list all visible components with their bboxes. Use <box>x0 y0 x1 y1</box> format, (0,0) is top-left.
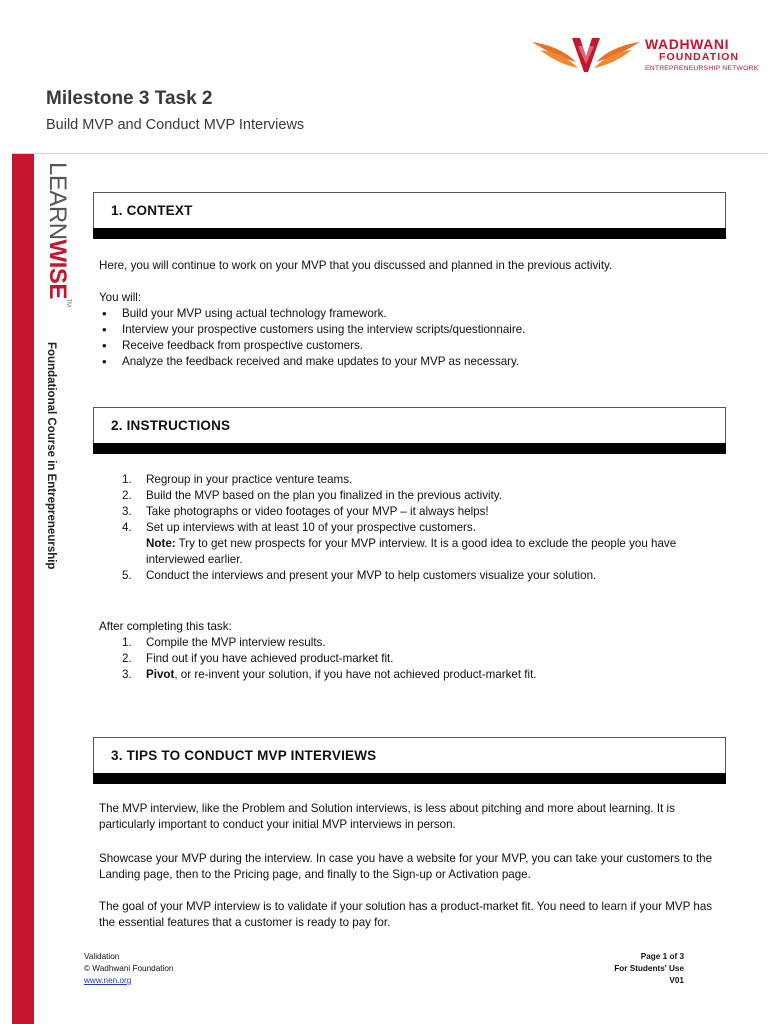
learnwise-logo <box>43 162 71 332</box>
list-item: • Analyze the feedback received and make updates to your MVP as necessary. <box>100 354 525 370</box>
instructions-steps <box>100 472 720 584</box>
step-number: 5. <box>122 569 132 582</box>
step-text: Compile the MVP interview results. <box>146 636 326 649</box>
page-subtitle: Build MVP and Conduct MVP Interviews <box>46 117 305 133</box>
list-item <box>100 667 720 683</box>
header-divider <box>12 153 768 154</box>
step-number: 4. <box>122 521 132 534</box>
list-item: • Receive feedback from prospective customers. <box>100 338 525 354</box>
course-caption: Foundational Course in Entrepreneurship <box>45 342 57 570</box>
tips-paragraph: The goal of your MVP interview is to validate if your solution has a product-market fit. You need to learn if your MVP has the essential features that a customer is ready to pay for. <box>99 900 713 929</box>
tips-paragraph: The MVP interview, like the Problem and Solution interviews, is less about pitching and more about learning. It is particularly important to conduct your initial MVP interviews in person. <box>99 802 675 831</box>
brand-name: WADHWANI <box>645 36 730 52</box>
footer-right <box>614 951 684 987</box>
note-label: Note: <box>146 537 176 550</box>
wadhwani-wings-logo-icon <box>530 34 642 74</box>
tips-title-box <box>93 737 726 774</box>
step-text: Build the MVP based on the plan you finalized in the previous activity. <box>146 489 502 502</box>
list-item: • Build your MVP using actual technology framework. <box>100 306 525 322</box>
wise-text: WISE <box>44 239 71 299</box>
wadhwani-logo <box>530 34 762 78</box>
after-task-steps <box>100 635 720 683</box>
pivot-term: Pivot <box>146 668 175 681</box>
step-number: 2. <box>122 489 132 502</box>
step-number: 3. <box>122 668 132 681</box>
footer-module: Validation <box>84 952 120 961</box>
step-text: , or re-invent your solution, if you have not achieved product-market fit. <box>174 668 537 681</box>
version-label: V01 <box>669 976 684 985</box>
learnwise-wordmark <box>43 162 71 307</box>
page-title: Milestone 3 Task 2 <box>46 88 213 109</box>
list-item <box>100 635 720 651</box>
step-text: Conduct the interviews and present your MVP to help customers visualize your solution. <box>146 569 597 582</box>
context-title-box <box>93 192 726 229</box>
list-item <box>100 520 720 568</box>
tips-title: 3. TIPS TO CONDUCT MVP INTERVIEWS <box>111 748 377 763</box>
note-text: Try to get new prospects for your MVP interview. It is a good idea to exclude the people you have interviewed earlier. <box>146 537 677 566</box>
brand-network: ENTREPRENEURSHIP NETWORK <box>645 65 759 72</box>
learn-text: LEARN <box>44 162 71 240</box>
step-number: 3. <box>122 505 132 518</box>
context-intro: Here, you will continue to work on your MVP that you discussed and planned in the previous activity. <box>99 259 613 272</box>
tips-paragraph: Showcase your MVP during the interview. In case you have a website for your MVP, you can take your customers to the Landing page, then to the Pricing page, and finally to the Sign-up or Activation page. <box>99 852 713 881</box>
list-item <box>100 488 720 504</box>
step-text: Take photographs or video footages of your MVP – it always helps! <box>146 505 489 518</box>
step-text: Set up interviews with at least 10 of your prospective customers. <box>146 521 476 534</box>
instructions-title: 2. INSTRUCTIONS <box>111 418 231 433</box>
list-item <box>100 472 720 488</box>
context-title: 1. CONTEXT <box>111 203 193 218</box>
footer-left <box>84 951 173 987</box>
step-number: 1. <box>122 473 132 486</box>
list-item <box>100 568 720 584</box>
audience-label: For Students' Use <box>614 964 684 973</box>
step-text: Regroup in your practice venture teams. <box>146 473 353 486</box>
page-number: Page 1 of 3 <box>640 952 684 961</box>
trademark-mark: TM <box>65 298 71 307</box>
context-lead: You will: <box>99 291 142 304</box>
tips-title-underbar <box>93 773 726 784</box>
instructions-title-box <box>93 407 726 444</box>
step-number: 2. <box>122 652 132 665</box>
footer-website-link[interactable]: www.nen.org <box>84 976 132 985</box>
list-item <box>100 651 720 667</box>
side-accent-bar <box>12 154 34 1024</box>
instructions-title-underbar <box>93 443 726 454</box>
brand-foundation: FOUNDATION <box>659 51 740 63</box>
list-item <box>100 504 720 520</box>
context-bullets <box>100 306 525 370</box>
step-number: 1. <box>122 636 132 649</box>
footer-copyright: © Wadhwani Foundation <box>84 964 174 973</box>
step-text: Find out if you have achieved product-market fit. <box>146 652 394 665</box>
after-task-lead: After completing this task: <box>99 620 232 633</box>
context-title-underbar <box>93 228 726 239</box>
list-item: • Interview your prospective customers using the interview scripts/questionnaire. <box>100 322 525 338</box>
